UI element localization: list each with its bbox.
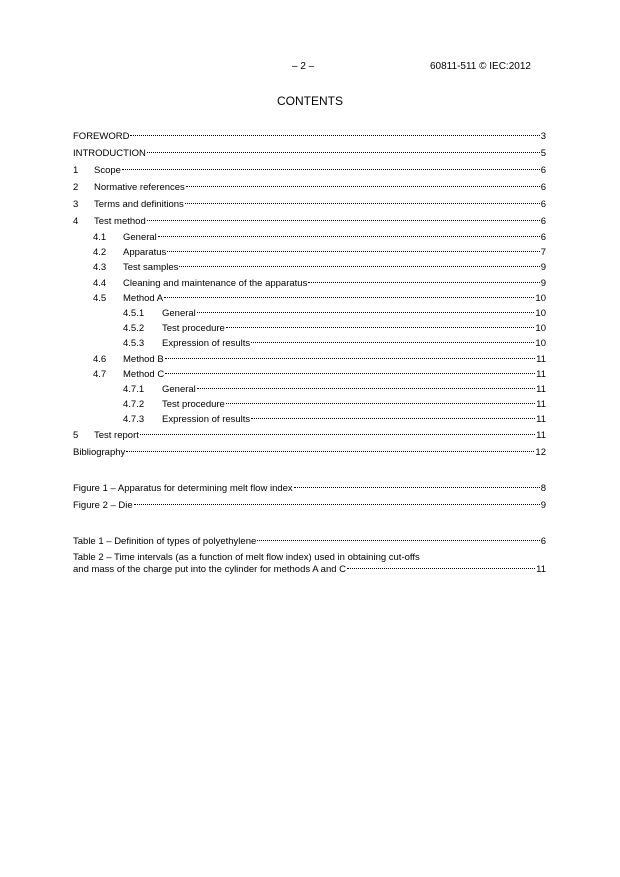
toc-page: 3 (540, 131, 546, 142)
table-of-contents (73, 128, 546, 576)
toc-number: 4.5 (93, 292, 107, 304)
toc-page: 6 (540, 199, 546, 210)
toc-entry[interactable] (73, 260, 546, 275)
toc-number: 4 (73, 216, 79, 227)
leader-dots (294, 487, 540, 488)
leader-dots (197, 312, 535, 313)
leader-dots (257, 540, 539, 541)
toc-number: 4.5.2 (123, 323, 145, 335)
toc-label: Method B (123, 353, 164, 365)
toc-entry[interactable] (73, 128, 546, 145)
toc-page: 11 (536, 383, 546, 395)
toc-label: Apparatus (123, 247, 167, 259)
toc-page: 11 (536, 368, 546, 380)
toc-number: 4.7.2 (123, 399, 145, 411)
leader-dots (179, 266, 539, 267)
table-entry[interactable] (73, 533, 546, 550)
toc-label: Test method (94, 216, 146, 227)
toc-entry[interactable] (73, 352, 546, 367)
toc-entry[interactable] (73, 245, 546, 260)
toc-entry[interactable] (73, 179, 546, 196)
toc-page: 6 (540, 216, 546, 227)
toc-page: 6 (540, 182, 546, 193)
leader-dots (164, 297, 534, 298)
toc-number: 4.5.1 (123, 307, 145, 319)
toc-entry[interactable] (73, 213, 546, 230)
toc-number: 4.2 (93, 247, 107, 259)
table-page: 6 (540, 536, 546, 548)
leader-dots (347, 568, 535, 569)
toc-entry[interactable] (73, 444, 546, 461)
toc-label: General (162, 307, 196, 319)
toc-page: 10 (535, 323, 546, 335)
toc-label: Test procedure (162, 323, 225, 335)
figure-label: Figure 1 – Apparatus for determining melt flow index (73, 483, 293, 495)
toc-label: Bibliography (73, 447, 126, 459)
toc-number: 4.4 (93, 277, 107, 289)
toc-page: 10 (535, 307, 546, 319)
toc-label: General (162, 383, 196, 395)
toc-page: 6 (540, 165, 546, 176)
standard-reference: 60811-511 © IEC:2012 (430, 61, 531, 72)
leader-dots (197, 388, 535, 389)
toc-label: Method C (123, 368, 165, 380)
leader-dots (251, 418, 535, 419)
toc-number: 4.1 (93, 232, 107, 243)
figure-page: 9 (540, 500, 546, 512)
toc-label: FOREWORD (73, 131, 130, 142)
toc-number: 2 (73, 182, 79, 193)
toc-number: 4.7 (93, 368, 107, 380)
toc-page: 5 (540, 148, 546, 159)
toc-label: Normative references (94, 182, 185, 193)
toc-page: 9 (540, 262, 546, 274)
toc-entry[interactable] (73, 145, 546, 162)
leader-dots (130, 135, 539, 136)
toc-page: 7 (540, 247, 546, 259)
toc-page: 11 (536, 353, 546, 365)
leader-dots (185, 203, 540, 204)
figure-label: Figure 2 – Die (73, 500, 133, 512)
toc-entry[interactable] (73, 412, 546, 427)
figure-entry[interactable] (73, 497, 546, 514)
toc-entry[interactable] (73, 230, 546, 245)
figure-page: 8 (540, 483, 546, 495)
leader-dots (186, 186, 540, 187)
toc-number: 5 (73, 430, 79, 442)
toc-page: 11 (536, 399, 546, 411)
toc-page: 10 (535, 292, 546, 304)
leader-dots (308, 282, 539, 283)
toc-number: 4.5.3 (123, 338, 145, 350)
toc-entry[interactable] (73, 162, 546, 179)
toc-label: Expression of results (162, 414, 251, 426)
leader-dots (140, 434, 535, 435)
leader-dots (147, 220, 540, 221)
toc-number: 4.7.3 (123, 414, 145, 426)
table-label-line1: Table 2 – Time intervals (as a function of melt flow index) used in obtaining cut-offs (73, 552, 420, 564)
page-title: CONTENTS (277, 94, 343, 108)
toc-entry[interactable] (73, 276, 546, 291)
toc-number: 3 (73, 199, 79, 210)
toc-entry[interactable] (73, 367, 546, 382)
toc-page: 10 (535, 338, 546, 350)
leader-dots (158, 236, 540, 237)
toc-number: 4.7.1 (123, 383, 145, 395)
toc-number: 4.3 (93, 262, 107, 274)
toc-label: Test report (94, 430, 139, 442)
toc-page: 11 (536, 414, 546, 426)
toc-page: 6 (540, 232, 546, 243)
leader-dots (134, 504, 540, 505)
leader-dots (165, 358, 535, 359)
toc-label: Expression of results (162, 338, 251, 350)
toc-entry[interactable] (73, 397, 546, 412)
toc-label: Terms and definitions (94, 199, 184, 210)
leader-dots (126, 451, 534, 452)
toc-label: INTRODUCTION (73, 148, 146, 159)
toc-entry[interactable] (73, 336, 546, 351)
table-page: 11 (536, 564, 546, 576)
table-entry[interactable] (73, 552, 546, 576)
leader-dots (226, 327, 535, 328)
toc-number: 4.6 (93, 353, 107, 365)
toc-page: 11 (536, 430, 546, 442)
leader-dots (226, 403, 535, 404)
toc-entry[interactable] (73, 321, 546, 336)
leader-dots (251, 342, 534, 343)
toc-label: Method A (123, 292, 164, 304)
toc-label: Scope (94, 165, 121, 176)
toc-entry[interactable] (73, 427, 546, 444)
toc-label: Test procedure (162, 399, 225, 411)
toc-entry[interactable] (73, 196, 546, 213)
leader-dots (165, 373, 535, 374)
toc-label: Test samples (123, 262, 179, 274)
leader-dots (122, 169, 540, 170)
page-number: – 2 – (292, 61, 315, 72)
toc-entry[interactable] (73, 306, 546, 321)
toc-page: 12 (535, 447, 546, 459)
leader-dots (167, 251, 539, 252)
toc-number: 1 (73, 165, 79, 176)
toc-label: General (123, 232, 157, 243)
leader-dots (147, 152, 540, 153)
toc-entry[interactable] (73, 382, 546, 397)
figure-entry[interactable] (73, 480, 546, 497)
toc-entry[interactable] (73, 291, 546, 306)
table-label-line2: and mass of the charge put into the cylinder for methods A and C (73, 564, 347, 576)
table-label: Table 1 – Definition of types of polyethylene (73, 536, 257, 548)
toc-label: Cleaning and maintenance of the apparatus (123, 277, 308, 289)
toc-page: 9 (540, 277, 546, 289)
